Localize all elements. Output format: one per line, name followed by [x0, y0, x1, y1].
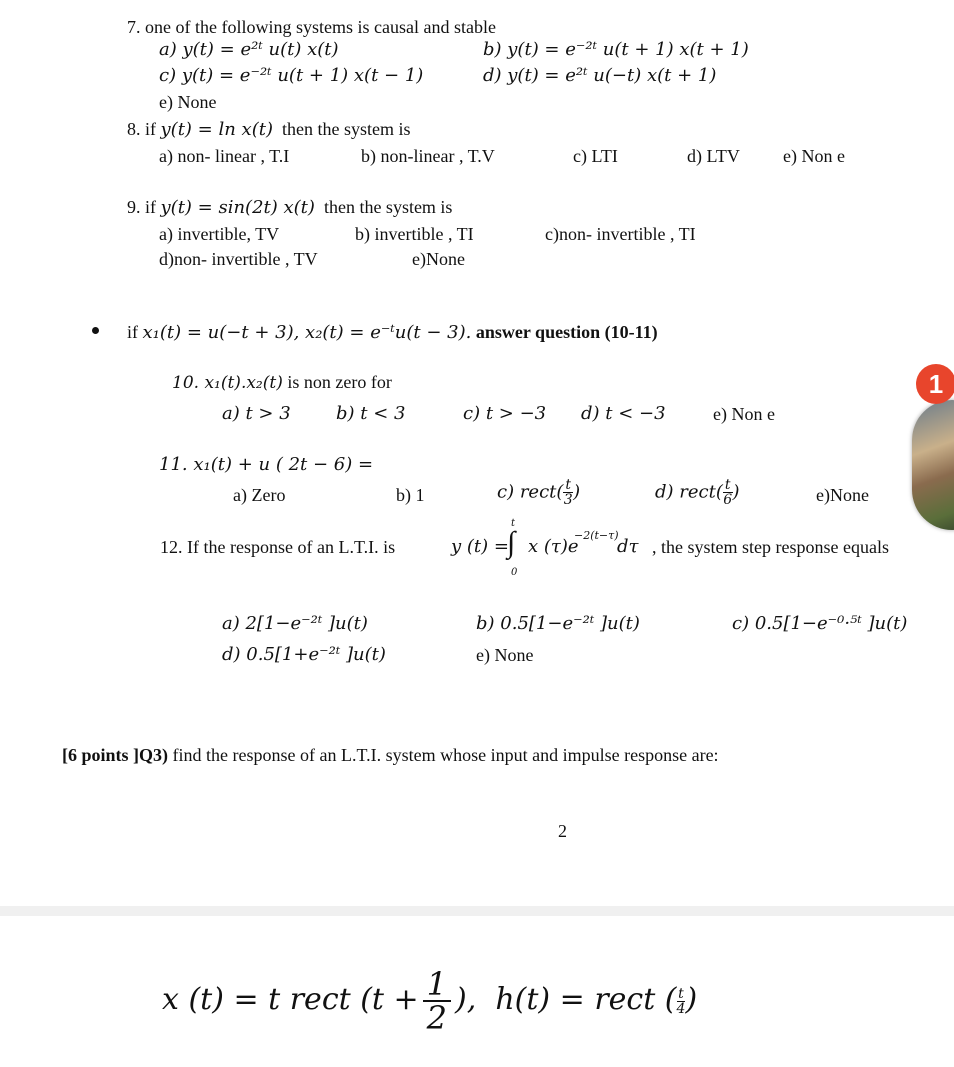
q12-option-b: b) 0.5[1−e⁻²ᵗ ]u(t) [476, 613, 640, 634]
q9-stem [127, 197, 452, 219]
q11-option-d [655, 478, 740, 507]
q3-heading [62, 745, 719, 766]
q7-stem: 7. one of the following systems is causal and stable [127, 17, 496, 37]
page-number: 2 [558, 821, 567, 841]
q12-integral-upper: t [511, 518, 516, 529]
q8-stem-prefix: 8. if [127, 119, 156, 139]
q7-option-b: b) y(t) = e⁻²ᵗ u(t + 1) x(t + 1) [483, 39, 749, 60]
q11-d-fraction [723, 478, 733, 507]
q12-option-c: c) 0.5[1−e⁻⁰·⁵ᵗ ]u(t) [732, 613, 908, 634]
formula-half-numerator: 1 [423, 968, 451, 1002]
q11-option-a: a) Zero [233, 485, 286, 505]
q10-option-a: a) t > 3 [222, 403, 291, 424]
q12-exponent: −2(t−τ) [574, 529, 619, 542]
q7-option-d: d) y(t) = e²ᵗ u(−t) x(t + 1) [483, 65, 717, 86]
q12-option-d: d) 0.5[1+e⁻²ᵗ ]u(t) [222, 644, 386, 665]
q7-option-e: e) None [159, 92, 217, 112]
q11-option-c [497, 478, 580, 507]
formula-close: ) [685, 982, 698, 1017]
q11-d-close: ) [732, 481, 740, 503]
q8-option-a: a) non- linear , T.I [159, 146, 290, 166]
formula-quarter-numerator: t [678, 985, 684, 1002]
formula-half-denominator: 2 [426, 999, 447, 1037]
q11-d-denominator: 6 [723, 492, 733, 508]
q11-d-prefix: d) rect( [655, 481, 723, 503]
formula-separator: ), [455, 982, 477, 1017]
formula-x-part: x (t) = t rect (t + [162, 982, 419, 1017]
q11-c-fraction [563, 478, 573, 507]
q12-integral-lower: 0 [511, 567, 518, 578]
q10-stem-suffix: is non zero for [287, 372, 392, 392]
bullet-point [92, 327, 99, 334]
q12-integrand: x (τ)e [528, 536, 579, 557]
q12-option-e: e) None [476, 645, 534, 665]
page-separator [0, 906, 954, 916]
q9-option-c: c)non- invertible , TI [545, 224, 696, 244]
q10-option-c: c) t > −3 [463, 403, 547, 424]
formula-quarter-denominator: 4 [676, 1000, 686, 1017]
q9-stem-expr: y(t) = sin(2t) x(t) [160, 197, 315, 218]
q8-option-d: d) LTV [687, 146, 740, 166]
bullet-instruction: answer question (10-11) [475, 322, 658, 342]
q9-option-a: a) invertible, TV [159, 224, 280, 244]
q9-stem-prefix: 9. if [127, 197, 156, 217]
q12-stem-prefix: 12. If the response of an L.T.I. is [160, 537, 396, 557]
q10-option-d: d) t < −3 [581, 403, 666, 424]
q9-option-d: d)non- invertible , TV [159, 249, 318, 269]
q11-c-close: ) [573, 481, 581, 503]
q8-option-c: c) LTI [573, 146, 618, 166]
q11-stem: 11. x₁(t) + u ( 2t − 6) = [159, 454, 374, 475]
formula-h-part: h(t) = rect ( [495, 982, 677, 1017]
q11-option-e: e)None [816, 485, 869, 505]
q12-stem-suffix: , the system step response equals [652, 537, 889, 557]
q10-stem-expr: 10. x₁(t).x₂(t) [172, 373, 283, 393]
q8-stem-expr: y(t) = ln x(t) [160, 119, 273, 140]
q7-option-c: c) y(t) = e⁻²ᵗ u(t + 1) x(t − 1) [159, 65, 424, 86]
bullet-prefix: if [127, 322, 138, 342]
q9-option-e: e)None [412, 249, 465, 269]
q8-stem [127, 119, 410, 141]
formula-half-fraction [423, 965, 451, 1037]
q9-option-b: b) invertible , TI [355, 224, 474, 244]
q12-dtau: dτ [617, 536, 639, 557]
q10-stem [172, 372, 392, 394]
q3-text: find the response of an L.T.I. system whose input and impulse response are: [172, 745, 719, 765]
q8-option-e: e) Non e [783, 146, 845, 166]
q12-option-a: a) 2[1−e⁻²ᵗ ]u(t) [222, 613, 368, 634]
q10-option-b: b) t < 3 [336, 403, 406, 424]
q8-stem-suffix: then the system is [281, 119, 411, 139]
bullet-expr: x₁(t) = u(−t + 3), x₂(t) = e⁻ᵗu(t − 3). [142, 322, 472, 343]
q11-c-denominator: 3 [563, 492, 573, 508]
avatar-bubble[interactable] [912, 400, 954, 530]
integral-icon: ∫ [507, 526, 516, 559]
q7-option-a: a) y(t) = e²ᵗ u(t) x(t) [159, 39, 339, 60]
bullet-text [127, 322, 658, 344]
q12-lhs: y (t) = [451, 536, 509, 557]
q3-formula [162, 965, 698, 1037]
q10-option-e: e) Non e [713, 404, 775, 424]
q11-c-prefix: c) rect( [497, 481, 564, 503]
notification-badge[interactable]: 1 [916, 364, 954, 404]
q9-stem-suffix: then the system is [323, 197, 453, 217]
q3-points: [6 points ]Q3) [62, 745, 169, 765]
q11-d-numerator: t [724, 477, 731, 493]
q11-option-b: b) 1 [396, 485, 425, 505]
q8-option-b: b) non-linear , T.V [361, 146, 495, 166]
q11-c-numerator: t [565, 477, 572, 493]
